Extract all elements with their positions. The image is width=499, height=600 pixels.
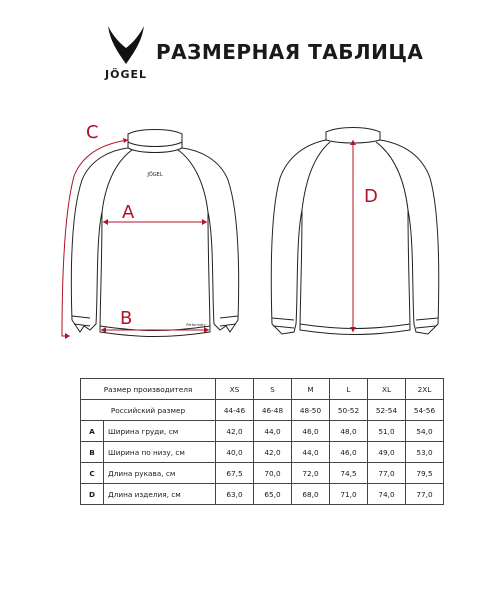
size-cell: 52-54 xyxy=(368,400,406,421)
value-cell: 79,5 xyxy=(406,463,444,484)
table-row xyxy=(81,484,444,505)
value-cell: 42,0 xyxy=(216,421,254,442)
value-cell: 63,0 xyxy=(216,484,254,505)
logo-text: JÖGEL xyxy=(105,68,147,81)
size-cell: 46-48 xyxy=(254,400,292,421)
table-row xyxy=(81,463,444,484)
measure-label-b: B xyxy=(120,308,133,329)
value-cell: 54,0 xyxy=(406,421,444,442)
value-cell: 65,0 xyxy=(254,484,292,505)
value-cell: 53,0 xyxy=(406,442,444,463)
value-cell: 67,5 xyxy=(216,463,254,484)
size-cell: 54-56 xyxy=(406,400,444,421)
table-row xyxy=(81,421,444,442)
table-row xyxy=(81,379,444,400)
value-cell: 48,0 xyxy=(330,421,368,442)
size-cell: S xyxy=(254,379,292,400)
size-cell: 44-46 xyxy=(216,400,254,421)
value-cell: 46,0 xyxy=(330,442,368,463)
row-name: Длина рукава, см xyxy=(104,463,216,484)
value-cell: 70,0 xyxy=(254,463,292,484)
row-letter: C xyxy=(81,463,104,484)
value-cell: 44,0 xyxy=(254,421,292,442)
size-cell: 50-52 xyxy=(330,400,368,421)
size-cell: M xyxy=(292,379,330,400)
value-cell: 68,0 xyxy=(292,484,330,505)
hem-print-text: Performdry xyxy=(186,323,206,327)
back-view xyxy=(271,128,438,335)
value-cell: 74,5 xyxy=(330,463,368,484)
value-cell: 71,0 xyxy=(330,484,368,505)
size-cell: L xyxy=(330,379,368,400)
garment-sketch xyxy=(0,110,499,360)
value-cell: 44,0 xyxy=(292,442,330,463)
table-row xyxy=(81,400,444,421)
page-title: РАЗМЕРНАЯ ТАБЛИЦА xyxy=(156,40,424,64)
measure-label-c: C xyxy=(86,122,99,143)
value-cell: 72,0 xyxy=(292,463,330,484)
size-table xyxy=(80,378,444,505)
row-name: Длина изделия, см xyxy=(104,484,216,505)
chest-logo-text: JÖGEL xyxy=(147,172,163,178)
header-manufacturer-label: Размер производителя xyxy=(81,379,216,400)
row-name: Ширина груди, см xyxy=(104,421,216,442)
row-letter: B xyxy=(81,442,104,463)
value-cell: 49,0 xyxy=(368,442,406,463)
row-letter: D xyxy=(81,484,104,505)
value-cell: 74,0 xyxy=(368,484,406,505)
value-cell: 42,0 xyxy=(254,442,292,463)
size-cell: XL xyxy=(368,379,406,400)
size-cell: XS xyxy=(216,379,254,400)
garment-drawing xyxy=(0,110,499,360)
value-cell: 40,0 xyxy=(216,442,254,463)
table-row xyxy=(81,442,444,463)
value-cell: 46,0 xyxy=(292,421,330,442)
size-cell: 48-50 xyxy=(292,400,330,421)
header-russian-label: Российский размер xyxy=(81,400,216,421)
value-cell: 77,0 xyxy=(368,463,406,484)
size-cell: 2XL xyxy=(406,379,444,400)
logo-mark-icon xyxy=(106,24,146,66)
value-cell: 51,0 xyxy=(368,421,406,442)
front-view xyxy=(71,130,238,337)
measure-label-a: A xyxy=(122,202,135,223)
measure-label-d: D xyxy=(364,186,378,207)
row-letter: A xyxy=(81,421,104,442)
value-cell: 77,0 xyxy=(406,484,444,505)
brand-logo xyxy=(96,24,156,82)
row-name: Ширина по низу, см xyxy=(104,442,216,463)
